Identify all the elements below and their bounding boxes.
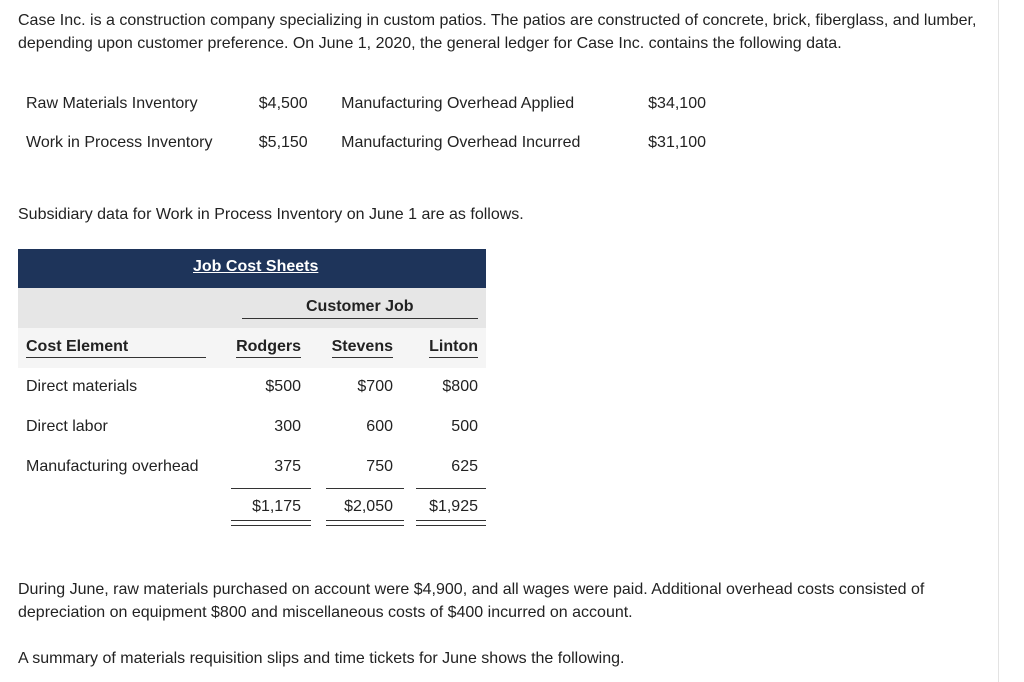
table-row [18,448,486,488]
summary-paragraph: A summary of materials requisition slips and time tickets for June shows the following. [18,650,625,667]
customer-job-label: Customer Job [306,298,414,315]
customer-job-underline [242,318,478,319]
total-double-rule [416,520,486,526]
job-cost-sheets-table [18,249,486,528]
stevens-total: $2,050 [344,498,393,515]
rodgers-value: 300 [274,418,301,435]
job-cost-header-bar [18,249,486,288]
total-rule-top [231,488,311,489]
linton-value: 500 [451,418,478,435]
ledger-amount: $4,500 [258,94,308,112]
ledger-amount-2: $34,100 [648,94,706,112]
ledger-label-2: Manufacturing Overhead Incurred [341,133,581,151]
linton-value: 625 [451,458,478,475]
cost-element-label: Direct labor [26,418,108,435]
cost-element-label: Manufacturing overhead [26,458,199,475]
subsidiary-paragraph: Subsidiary data for Work in Process Inventory on June 1 are as follows. [18,206,524,223]
job-cost-title: Job Cost Sheets [193,258,319,275]
total-rule-top [416,488,486,489]
stevens-value: 750 [366,458,393,475]
ledger-label: Raw Materials Inventory [26,94,198,112]
rodgers-value: $500 [265,378,301,395]
total-double-rule [326,520,404,526]
total-rule-top [326,488,404,489]
rodgers-value: 375 [274,458,301,475]
intro-paragraph: Case Inc. is a construction company specializing in custom patios. The patios are constructed of concrete, brick, fiberglass, and lumber, depending upon customer preference. On June 1, 2020, the general ledger for Case Inc. contains the following data. [18,12,977,52]
column-header-stevens: Stevens [332,338,393,358]
ledger-row [26,123,706,162]
stevens-value: $700 [357,378,393,395]
column-header-rodgers: Rodgers [236,338,301,358]
table-row [18,408,486,448]
table-row [18,368,486,408]
rodgers-total: $1,175 [252,498,301,515]
column-header-cost-element: Cost Element [26,338,206,358]
cost-element-label: Direct materials [26,378,138,395]
general-ledger-table [26,84,706,162]
total-double-rule [231,520,311,526]
ledger-label: Work in Process Inventory [26,133,213,151]
ledger-label-2: Manufacturing Overhead Applied [341,94,575,112]
page-right-border [998,0,999,682]
column-header-linton: Linton [429,338,478,358]
ledger-amount-2: $31,100 [648,133,706,151]
customer-job-header [18,288,486,328]
ledger-amount: $5,150 [258,133,308,151]
linton-value: $800 [442,378,478,395]
linton-total: $1,925 [429,498,478,515]
column-header-row [18,328,486,368]
june-paragraph: During June, raw materials purchased on account were $4,900, and all wages were paid. Additional overhead costs consisted of depreciation on equipment $800 and miscellaneous costs of $400 incurred on account. [18,581,925,621]
ledger-row [26,84,706,123]
totals-row [18,488,486,528]
stevens-value: 600 [366,418,393,435]
